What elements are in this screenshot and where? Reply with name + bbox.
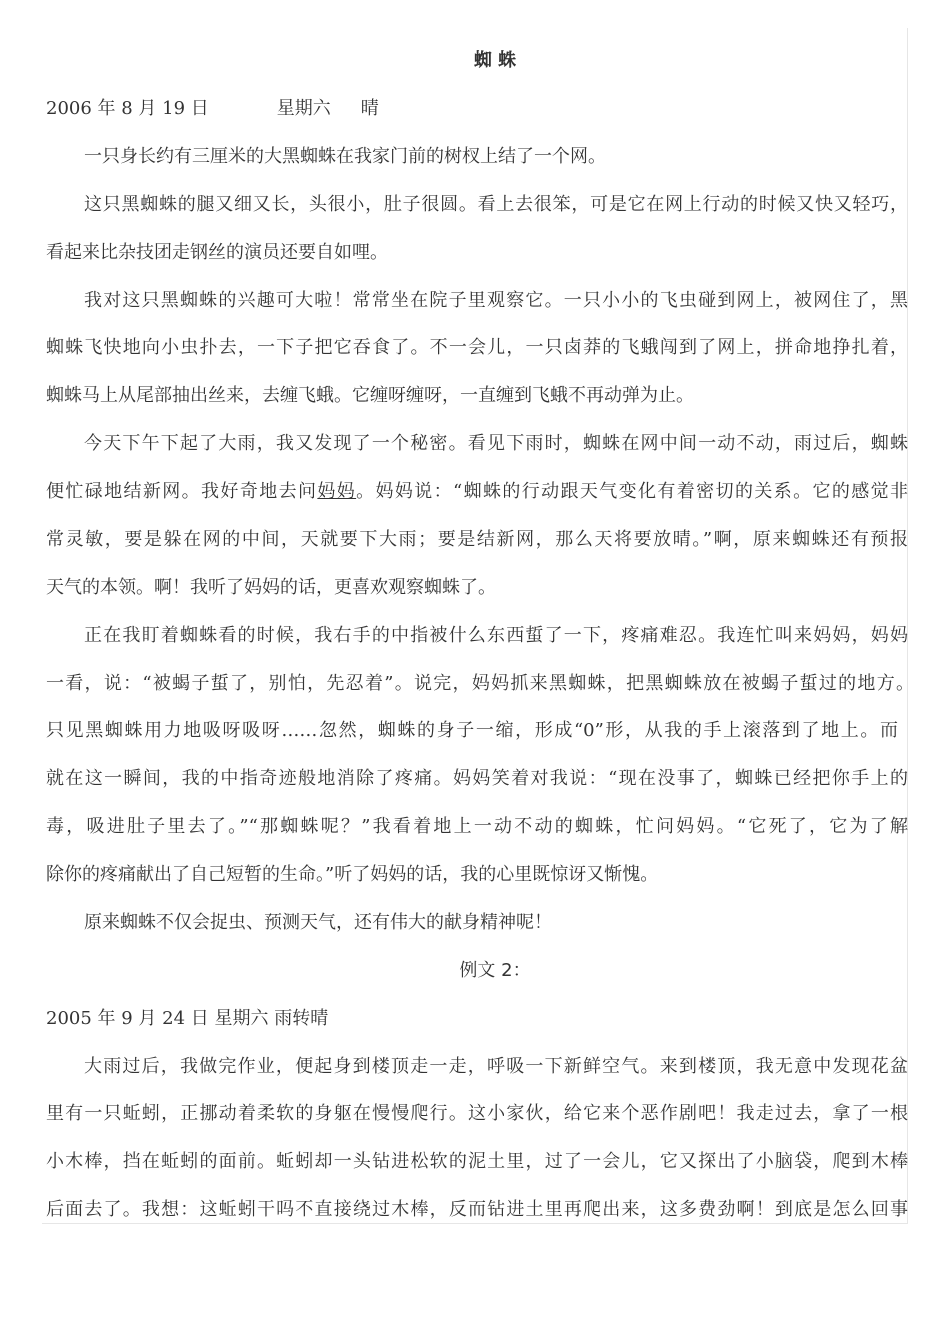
- paragraph-line: 天气的本领。啊！我听了妈妈的话，更喜欢观察蜘蛛了。: [46, 577, 496, 598]
- article-title: 蜘 蛛: [473, 50, 517, 71]
- paragraph-line: [46, 480, 908, 504]
- paragraph-line: 原来蜘蛛不仅会捉虫、预测天气，还有伟大的献身精神呢！: [84, 912, 552, 933]
- paragraph-line: 小木棒，挡在蚯蚓的面前。蚯蚓却一头钻进松软的泥土里，过了一会儿，它又探出了小脑袋，爬到木棒: [46, 1151, 908, 1172]
- paragraph-line: 常灵敏，要是躲在网的中间，天就要下大雨；要是结新网，那么天将要放晴。”啊，原来蜘蛛还有预报: [46, 529, 908, 550]
- paragraph-text: 便忙碌地结新网。我好奇地去问: [46, 481, 318, 502]
- paragraph-line: 一只身长约有三厘米的大黑蜘蛛在我家门前的树杈上结了一个网。: [84, 146, 606, 167]
- paragraph-line: 后面去了。我想：这蚯蚓干吗不直接绕过木棒，反而钻进土里再爬出来，这多费劲啊！到底是怎么回事: [46, 1199, 908, 1220]
- paragraph-line: 除你的疼痛献出了自己短暂的生命。”听了妈妈的话，我的心里既惊讶又惭愧。: [46, 864, 659, 885]
- paragraph-line: 里有一只蚯蚓，正挪动着柔软的身躯在慢慢爬行。这小家伙，给它来个恶作剧吧！我走过去，拿了一根: [46, 1103, 908, 1124]
- paragraph-line: 看起来比杂技团走钢丝的演员还要自如哩。: [46, 242, 388, 263]
- paragraph-line: 毒，吸进肚子里去了。”“那蜘蛛呢？”我看着地上一动不动的蜘蛛，忙问妈妈。“它死了，它为了解: [46, 816, 908, 837]
- underlined-word: 妈妈: [317, 481, 357, 502]
- paragraph-line: 蜘蛛飞快地向小虫扑去，一下子把它吞食了。不一会儿，一只卤莽的飞蛾闯到了网上，拼命地挣扎着，: [46, 337, 908, 358]
- article-date-line: [46, 97, 908, 121]
- article2-date-line: 2005 年 9 月 24 日 星期六 雨转晴: [46, 1008, 329, 1029]
- paragraph-line: 今天下午下起了大雨，我又发现了一个秘密。看见下雨时，蜘蛛在网中间一动不动，雨过后，蜘蛛: [84, 433, 908, 454]
- paragraph-line: 大雨过后，我做完作业，便起身到楼顶走一走，呼吸一下新鲜空气。来到楼顶，我无意中发现花盆: [84, 1056, 908, 1077]
- article-weather: 晴: [360, 98, 379, 119]
- paragraph-line: 我对这只黑蜘蛛的兴趣可大啦！常常坐在院子里观察它。一只小小的飞虫碰到网上，被网住了，黑: [84, 290, 908, 311]
- article-date: 2006 年 8 月 19 日: [46, 98, 209, 119]
- paragraph-line: 这只黑蜘蛛的腿又细又长，头很小，肚子很圆。看上去很笨，可是它在网上行动的时候又快又轻巧，: [84, 194, 908, 215]
- example-heading: 例文 2：: [459, 960, 531, 981]
- paragraph-line: 就在这一瞬间，我的中指奇迹般地消除了疼痛。妈妈笑着对我说：“现在没事了，蜘蛛已经把你手上的: [46, 768, 908, 789]
- paragraph-line: 蜘蛛马上从尾部抽出丝来，去缠飞蛾。它缠呀缠呀，一直缠到飞蛾不再动弹为止。: [46, 385, 694, 406]
- paragraph-line: 一看，说：“被蝎子蜇了，别怕，先忍着”。说完，妈妈抓来黑蜘蛛，把黑蜘蛛放在被蝎子蜇过的地方。: [46, 673, 914, 694]
- article-weekday: 星期六: [276, 98, 331, 119]
- paragraph-text: 。妈妈说：“蜘蛛的行动跟天气变化有着密切的关系。它的感觉非: [356, 481, 908, 502]
- paragraph-line: 正在我盯着蜘蛛看的时候，我右手的中指被什么东西蜇了一下，疼痛难忍。我连忙叫来妈妈，妈妈: [84, 625, 908, 646]
- paragraph-line: 只见黑蜘蛛用力地吸呀吸呀……忽然，蜘蛛的身子一缩，形成“0”形，从我的手上滚落到了地上。而: [46, 720, 898, 741]
